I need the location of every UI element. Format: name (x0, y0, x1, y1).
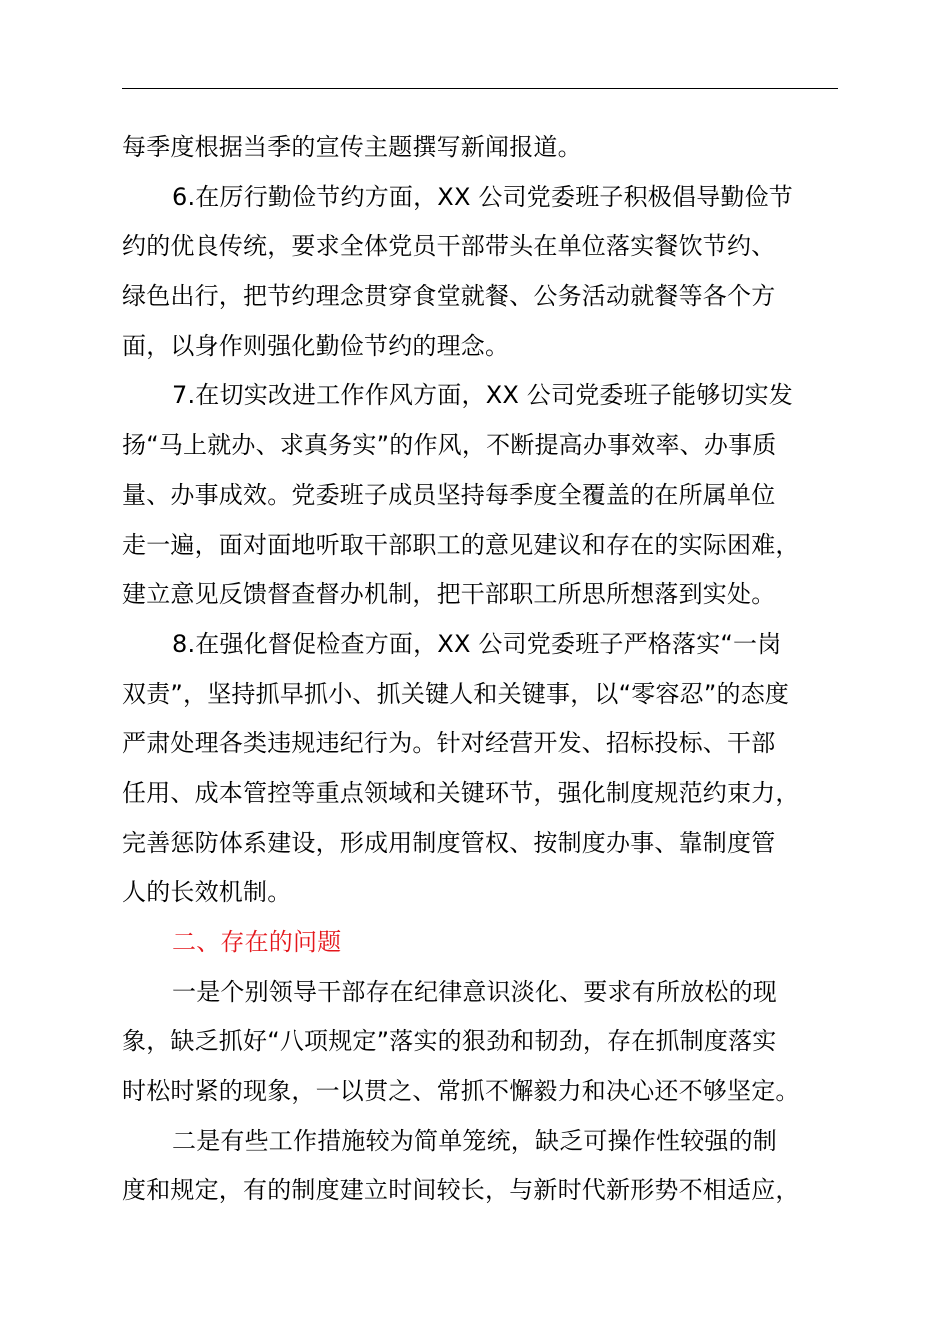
paragraph-line: 走一遍，面对面地听取干部职工的意见建议和存在的实际困难， (122, 530, 800, 559)
paragraph-line: 双责”，坚持抓早抓小、抓关键人和关键事，以“零容忍”的态度 (122, 679, 790, 708)
paragraph-line: 象，缺乏抓好“八项规定”落实的狠劲和韧劲，存在抓制度落实 (122, 1027, 777, 1056)
body-text (122, 123, 838, 1216)
paragraph-line: 面，以身作则强化勤俭节约的理念。 (122, 331, 510, 360)
paragraph-line: 一是个别领导干部存在纪律意识淡化、要求有所放松的现 (172, 977, 777, 1006)
header-rule (122, 88, 838, 89)
paragraph-line: 严肃处理各类违规违纪行为。针对经营开发、招标投标、干部 (122, 729, 776, 758)
paragraph-line: 完善惩防体系建设，形成用制度管权、按制度办事、靠制度管 (122, 828, 776, 857)
paragraph-line: 扬“马上就办、求真务实”的作风，不断提高办事效率、办事质 (122, 431, 777, 460)
paragraph-line: 任用、成本管控等重点领域和关键环节，强化制度规范约束力， (122, 778, 800, 807)
paragraph-line: 约的优良传统，要求全体党员干部带头在单位落实餐饮节约、 (122, 232, 776, 261)
paragraph-line: 建立意见反馈督查督办机制，把干部职工所思所想落到实处。 (122, 580, 776, 609)
paragraph-line: 量、办事成效。党委班子成员坚持每季度全覆盖的在所属单位 (122, 480, 776, 509)
paragraph-line: 每季度根据当季的宣传主题撰写新闻报道。 (122, 133, 582, 161)
paragraph-line: 时松时紧的现象，一以贯之、常抓不懈毅力和决心还不够坚定。 (122, 1077, 800, 1106)
section-heading: 二、存在的问题 (172, 928, 342, 956)
paragraph-line: 6.在厉行勤俭节约方面，XX 公司党委班子积极倡导勤俭节 (172, 182, 794, 211)
paragraph-line: 人的长效机制。 (122, 878, 292, 907)
paragraph-line: 7.在切实改进工作作风方面，XX 公司党委班子能够切实发 (172, 381, 794, 410)
paragraph-line: 度和规定，有的制度建立时间较长，与新时代新形势不相适应， (122, 1176, 800, 1205)
paragraph-line: 二是有些工作措施较为简单笼统，缺乏可操作性较强的制 (172, 1126, 777, 1155)
paragraph-line: 8.在强化督促检查方面，XX 公司党委班子严格落实“一岗 (172, 629, 782, 658)
paragraph-line: 绿色出行，把节约理念贯穿食堂就餐、公务活动就餐等各个方 (122, 282, 776, 311)
